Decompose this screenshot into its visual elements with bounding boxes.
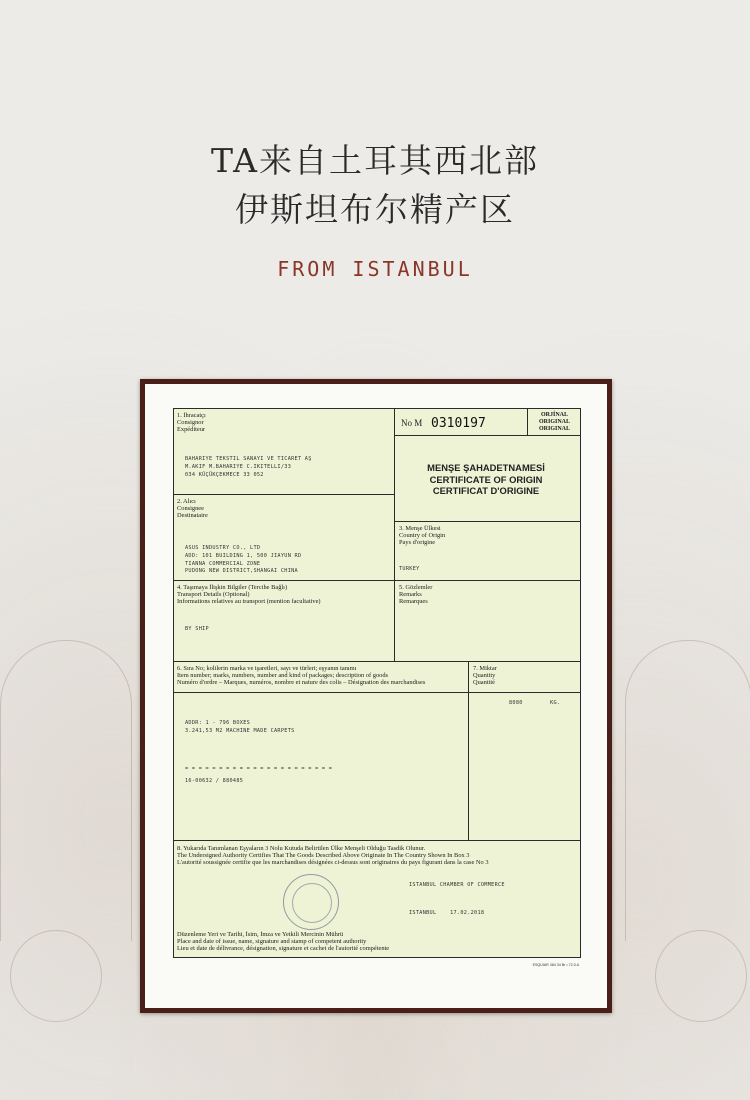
box-consignee-label: 2. Alıcı Consignee Destinataire (177, 498, 208, 520)
box-goods-value: ADDR: 1 - 796 BOXES 3.241,53 M2 MACHINE MADE CARPETS (185, 720, 295, 734)
decor-dome-right (655, 930, 747, 1022)
decor-arch-left (0, 640, 132, 941)
certificate-number-value: 0310197 (431, 416, 486, 431)
form-reference: ESQUIAR 384 34 Br • 72-0-6 (532, 963, 579, 967)
official-stamp-icon (283, 874, 339, 930)
box-quantity-label-divider (468, 692, 581, 693)
box-quantity (468, 661, 581, 841)
box-consignee-value: ASUS INDUSTRY CO., LTD ADD: 101 BUILDING 1, 500 JIAYUN RD TIANNA COMMERCIAL ZONE PUDONG NEW DISTRICT,SHANGAI CHINA (185, 545, 302, 575)
decor-dome-left (10, 930, 102, 1022)
picture-frame (140, 379, 612, 1013)
heading-line-1: TA来自土耳其西北部 (210, 141, 540, 180)
box-country-value: TURKEY (399, 566, 420, 572)
box-goods-reference: 16-00632 / 880485 (185, 778, 244, 784)
box-goods-label-divider (173, 692, 469, 693)
original-stamp-text: ORJİNAL ORIGINAL ORIGINAL (538, 412, 570, 433)
box-transport-label: 4. Taşımaya İlişkin Bilgiler (Tercihe Bağlı) Transport Details (Optional) Informations relatives au transport (mention facultative) (177, 584, 321, 606)
box-consignor (173, 408, 395, 495)
signature-label: Düzenleme Yeri ve Tarihi, İsim, İmza ve Yetkili Mercinin Mührü Place and date of issue, name, signature and stamp of competent authority Lieu et date de délivrance, désignation, signature et cachet de l'autorité compétente (177, 931, 390, 953)
certificate-of-origin (173, 408, 581, 967)
box-goods-label: 6. Sıra No; kolilerin marka ve işaretleri, sayı ve türleri; eşyanın tanımı Item number; marks, numbers, number and kind of packages; description of goods Numéro d'ordre – Marques, numéros, nombre et nature des colis – Désignation des marchandises (177, 665, 426, 687)
decor-arch-right (625, 640, 750, 941)
certificate-title: MENŞE ŞAHADETNAMESİ CERTIFICATE OF ORIGIN CERTIFICAT D'ORIGINE (427, 462, 545, 496)
certificate-number-label: No M (401, 418, 423, 428)
box-transport-value: BY SHIP (185, 626, 209, 632)
box-goods-separator: = = = = = = = = = = = = = = = = = = = = = = (185, 766, 333, 772)
heading-line-2: 伊斯坦布尔精产区 (235, 190, 515, 229)
box-goods-description (173, 661, 469, 841)
frame-mat (145, 384, 607, 1008)
place-and-date: ISTANBUL 17.02.2018 (409, 910, 485, 916)
box-consignor-value: BAHARIYE TEKSTIL SANAYI VE TICARET AŞ M.AKIF M.BAHARIYE C.IKITELLI/33 034 KÜÇÜKÇEKMECE 33 052 (185, 456, 312, 478)
chamber-name: ISTANBUL CHAMBER OF COMMERCE (409, 882, 505, 888)
box-quantity-value: 8080 KG. (509, 700, 561, 706)
box-remarks-label: 5. Gözlemler Remarks Remarques (399, 584, 433, 606)
subtitle-from-istanbul: FROM ISTANBUL (277, 257, 473, 281)
box-consignor-label: 1. İhracatçı Consignor Expéditeur (177, 412, 206, 434)
box-certification-text: 8. Yukarıda Tanımlanan Eşyaların 3 Nolu Kutuda Belirtilen Ülke Menşeli Olduğu Tasdik Olunur. The Undersigned Authority Certifies That The Goods Described Above Originate In The Country Shown In Box 3 L'autorité soussignée certifie que les marchandises désignées ci-dessus sont originaires du pays figurant dans la case No 3 (177, 845, 489, 867)
box-quantity-label: 7. Miktar Quantity Quantité (473, 665, 497, 687)
box-country-label: 3. Menşe Ülkesi Country of Origin Pays d'origine (399, 525, 446, 547)
